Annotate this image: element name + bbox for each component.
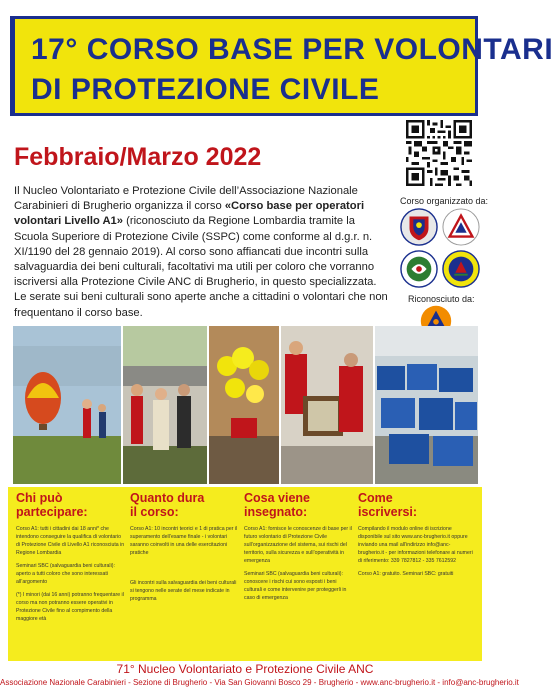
civil-protection-volunteers-icon [442,208,480,246]
hot-air-balloon-photo [13,326,121,484]
banner-title-line2: DI PROTEZIONE CIVILE [31,73,380,106]
volunteers-handling-artwork-photo [281,326,373,484]
column-heading: Chi può partecipare: [16,491,88,519]
column-who-can-participate [16,491,126,623]
photo-strip [13,326,478,484]
column-paragraph: Corso A1: fornisce le conoscenze di base per il futuro volontario di Protezione Civile sull’organizzazione del sistema, sui rischi del territorio, sulla sicurezza e sull’operatività in emergenza [244,526,352,564]
tent-camp-photo [375,326,478,484]
banner-title-line1: 17° CORSO BASE PER VOLONTARI [31,33,553,66]
column-paragraph: Seminari SBC (salvaguardia beni culturali): aperto a tutti coloro che sono interessati all’argomento [16,563,115,585]
column-paragraph: Compilando il modulo online di iscrizione disponibile sul sito www.anc-brugherio.it oppure inviando una mail all’indirizzo info@anc-brugherio.it - per informazioni telefonare ai numeri di riferimento: 339 7827812 - 335 7612592 [358,526,473,564]
column-paragraph: Gli incontri sulla salvaguardia dei beni culturali si tengono nelle serate del mese indicate in programma [130,580,237,602]
column-paragraph: Corso A1: 10 incontri teorici e 1 di pratica per il superamento dell’esame finale - i volontari saranno coinvolti in una delle esercitazioni pratiche [130,526,238,556]
association-emblem-icon [442,250,480,288]
column-how-to-register [358,491,476,578]
column-paragraph: Seminari SBC (salvaguardia beni culturali): conoscere i rischi cui sono esposti i beni culturali e come intervenire per proteggerli in caso di emergenza [244,571,347,601]
date-heading: Febbraio/Marzo 2022 [14,143,262,171]
yellow-balloons-photo [209,326,279,484]
column-paragraph: (*) I minori (dai 16 anni) potranno frequentare il corso ma non potranno essere operativi in Protezione Civile fino al compimento della maggiore età [16,592,124,622]
column-heading: Come iscriversi: [358,491,418,519]
title-banner [10,16,553,116]
organized-by-label: Corso organizzato da: [400,196,489,206]
intro-course-name: «Corso base per operatori volontari Livello A1» [14,200,365,228]
column-heading: Cosa viene insegnato: [244,491,311,519]
intro-text-2: (riconosciuto da Regione Lombardia tramite la Scuola Superiore di Protezione Civile (SSPC) come conforme al d.g.r. n. XI/1190 del 28 gennaio 2019). Al corso sono affiancati due incontri sulla salvaguardia dei beni culturali, facoltativi ma utili per coloro che vorranno iscriversi alla Protezione Civile ANC di Brugherio, in questo specializzata. Le serate sui beni culturali sono aperte anche a cittadini o volontari che non frequentano il corso base. [14,215,388,319]
column-paragraph: Corso A1: tutti i cittadini dai 18 anni* che intendono conseguire la qualifica di volontario di Protezione Civile di Livello A1 riconosciuta in Regione Lombardia [16,526,125,556]
info-columns [8,487,482,661]
intro-text-1: Il Nucleo Volontariato e Protezione Civile dell’Associazione Nazionale Carabinieri di Brugherio organizza il corso [14,185,358,213]
column-course-duration [130,491,240,603]
anc-emblem-icon [400,208,438,246]
outdoor-workshop-photo [123,326,207,484]
footer-contacts: Associazione Nazionale Carabinieri - Sezione di Brugherio - Via San Giovanni Bosco 29 - Brugherio - www.anc-brugherio.it - info@anc-brugherio.it [0,678,519,687]
column-heading: Quanto dura il corso: [130,491,205,519]
column-paragraph: Corso A1: gratuito. Seminari SBC: gratuiti [358,571,454,577]
qr-code-icon [406,120,472,186]
column-what-is-taught [244,491,354,602]
footer-unit-name: 71° Nucleo Volontariato e Protezione Civile ANC [116,662,374,676]
recognized-by-label: Riconosciuto da: [408,294,475,304]
region-emblem-icon [400,250,438,288]
intro-paragraph [14,184,392,321]
